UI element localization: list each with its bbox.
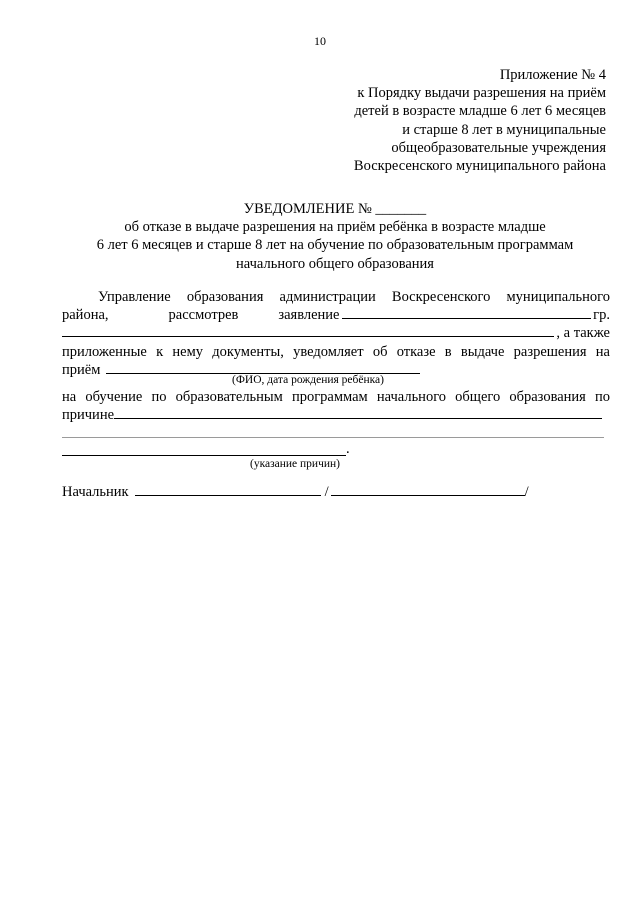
- appendix-line: общеобразовательные учреждения: [391, 139, 606, 156]
- para2-line1: на обучение по образовательным программам начального общего образования по: [62, 389, 610, 405]
- para1-line2: [62, 306, 610, 324]
- body-paragraph-2: [62, 388, 610, 424]
- notice-title-block: [60, 200, 610, 273]
- applicant-details-blank[interactable]: [62, 335, 554, 337]
- applicant-name-blank[interactable]: [342, 317, 592, 319]
- appendix-line: детей в возрасте младше 6 лет 6 месяцев: [354, 103, 606, 120]
- reason-blank-1[interactable]: [114, 417, 602, 419]
- appendix-line: и старше 8 лет в муниципальные: [402, 121, 606, 138]
- para1-word-gr: гр.: [593, 307, 610, 324]
- appendix-block: [354, 66, 606, 175]
- reason-blank-2[interactable]: [62, 437, 604, 438]
- para1-line3: [62, 324, 610, 342]
- appendix-line: к Порядку выдачи разрешения на приём: [357, 85, 606, 102]
- para1-word-rassmotrev: рассмотрев: [168, 307, 239, 324]
- para1-word-a-takzhe: , а также: [556, 325, 610, 342]
- reason-period: .: [346, 441, 350, 457]
- notice-subtitle-line: об отказе в выдаче разрешения на приём ребёнка в возрасте младше: [124, 219, 546, 236]
- appendix-line: Приложение № 4: [499, 67, 606, 83]
- signature-blank[interactable]: [135, 494, 321, 496]
- notice-subtitle-line: начального общего образования: [236, 255, 434, 272]
- notice-subtitle-line: 6 лет 6 месяцев и старше 8 лет на обучение по образовательным программам: [96, 237, 574, 254]
- para1-line1: Управление образования администрации Воскресенского муниципального: [98, 289, 610, 305]
- signature-slash-2: /: [524, 484, 529, 500]
- signature-name-blank[interactable]: [331, 494, 525, 496]
- signature-slash-1: /: [324, 484, 329, 500]
- para1-word-priyom: приём: [62, 361, 101, 378]
- signature-label: Начальник: [62, 484, 129, 500]
- para2-line2: [62, 406, 604, 424]
- para2-word-prichine: причине: [62, 407, 115, 424]
- caption-fio: (ФИО, дата рождения ребёнка): [232, 374, 384, 386]
- reason-blank-3[interactable]: [62, 455, 346, 456]
- para1-word-rayona: района,: [62, 307, 109, 324]
- page-number: 10: [314, 34, 326, 48]
- notice-title: УВЕДОМЛЕНИЕ № _______: [243, 201, 427, 217]
- caption-reason: (указание причин): [250, 458, 341, 470]
- signature-line: [62, 484, 529, 501]
- body-paragraph-1: [62, 288, 610, 379]
- para1-word-zayavlenie: заявление: [278, 307, 340, 324]
- appendix-line: Воскресенского муниципального района: [353, 158, 606, 175]
- para1-line4: приложенные к нему документы, уведомляет об отказе в выдаче разрешения на: [62, 343, 610, 360]
